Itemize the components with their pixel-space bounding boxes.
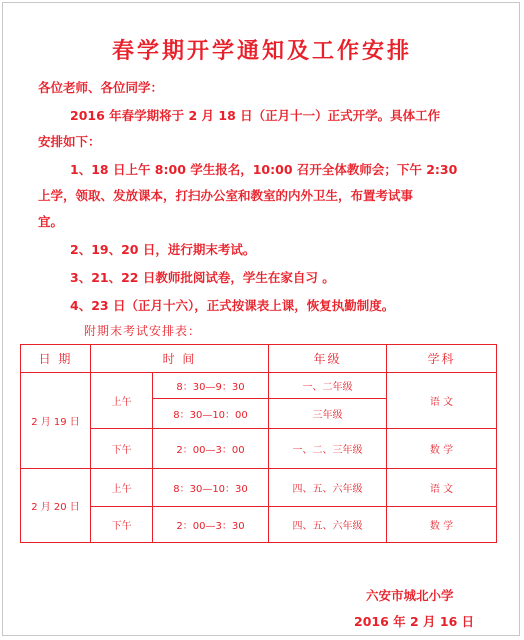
table-row xyxy=(21,469,497,507)
day2-pm-grade: 四、五、六年级 xyxy=(269,507,387,543)
header-date: 日 期 xyxy=(21,345,91,373)
day1-am-slot1-grade: 一、二年级 xyxy=(269,373,387,399)
day2-am-label: 上午 xyxy=(91,469,153,507)
day2-am-subject: 语 文 xyxy=(387,469,497,507)
intro-line-2: 安排如下： xyxy=(38,134,101,149)
day2-pm-time: 2：00—3：30 xyxy=(153,507,269,543)
header-subject: 学科 xyxy=(387,345,497,373)
day1-am-label: 上午 xyxy=(91,373,153,429)
notice-title: 春学期开学通知及工作安排 xyxy=(111,38,412,64)
intro-line-1: 2016 年春学期将于 2 月 18 日（正月十一）正式开学。具体工作 xyxy=(70,108,441,123)
day2-am-time: 8：30—10：30 xyxy=(153,469,269,507)
day2-am-grade: 四、五、六年级 xyxy=(269,469,387,507)
day1-pm-grade: 一、二、三年级 xyxy=(269,429,387,469)
day1-date: 2 月 19 日 xyxy=(21,373,91,469)
day1-pm-subject: 数 学 xyxy=(387,429,497,469)
item-3: 3、21、22 日教师批阅试卷，学生在家自习 。 xyxy=(70,270,335,285)
exam-schedule-table xyxy=(20,344,497,543)
day1-pm-time: 2：00—3：00 xyxy=(153,429,269,469)
table-header-row xyxy=(21,345,497,373)
item-1-line-3: 宜。 xyxy=(38,214,64,229)
day2-pm-subject: 数 学 xyxy=(387,507,497,543)
table-row xyxy=(21,373,497,399)
day1-am-slot2-grade: 三年级 xyxy=(269,399,387,429)
day1-pm-label: 下午 xyxy=(91,429,153,469)
signature-school: 六安市城北小学 xyxy=(366,588,454,603)
day1-am-slot1-time: 8：30—9：30 xyxy=(153,373,269,399)
item-4: 4、23 日（正月十六），正式按课表上课，恢复执勤制度。 xyxy=(70,298,395,313)
day1-am-subject: 语 文 xyxy=(387,373,497,429)
table-row xyxy=(21,429,497,469)
header-time: 时 间 xyxy=(91,345,269,373)
signature-date: 2016 年 2 月 16 日 xyxy=(354,614,475,629)
day2-date: 2 月 20 日 xyxy=(21,469,91,543)
item-2: 2、19、20 日，进行期末考试。 xyxy=(70,242,256,257)
day2-pm-label: 下午 xyxy=(91,507,153,543)
item-1-line-2: 上学，领取、发放课本，打扫办公室和教室的内外卫生，布置考试事 xyxy=(38,188,414,203)
day1-am-slot2-time: 8：30—10：00 xyxy=(153,399,269,429)
header-grade: 年级 xyxy=(269,345,387,373)
table-caption: 附期末考试安排表： xyxy=(84,324,202,338)
greeting: 各位老师、各位同学： xyxy=(38,80,164,95)
item-1-line-1: 1、18 日上午 8:00 学生报名，10:00 召开全体教师会；下午 2:30 xyxy=(70,162,458,177)
table-row xyxy=(21,507,497,543)
